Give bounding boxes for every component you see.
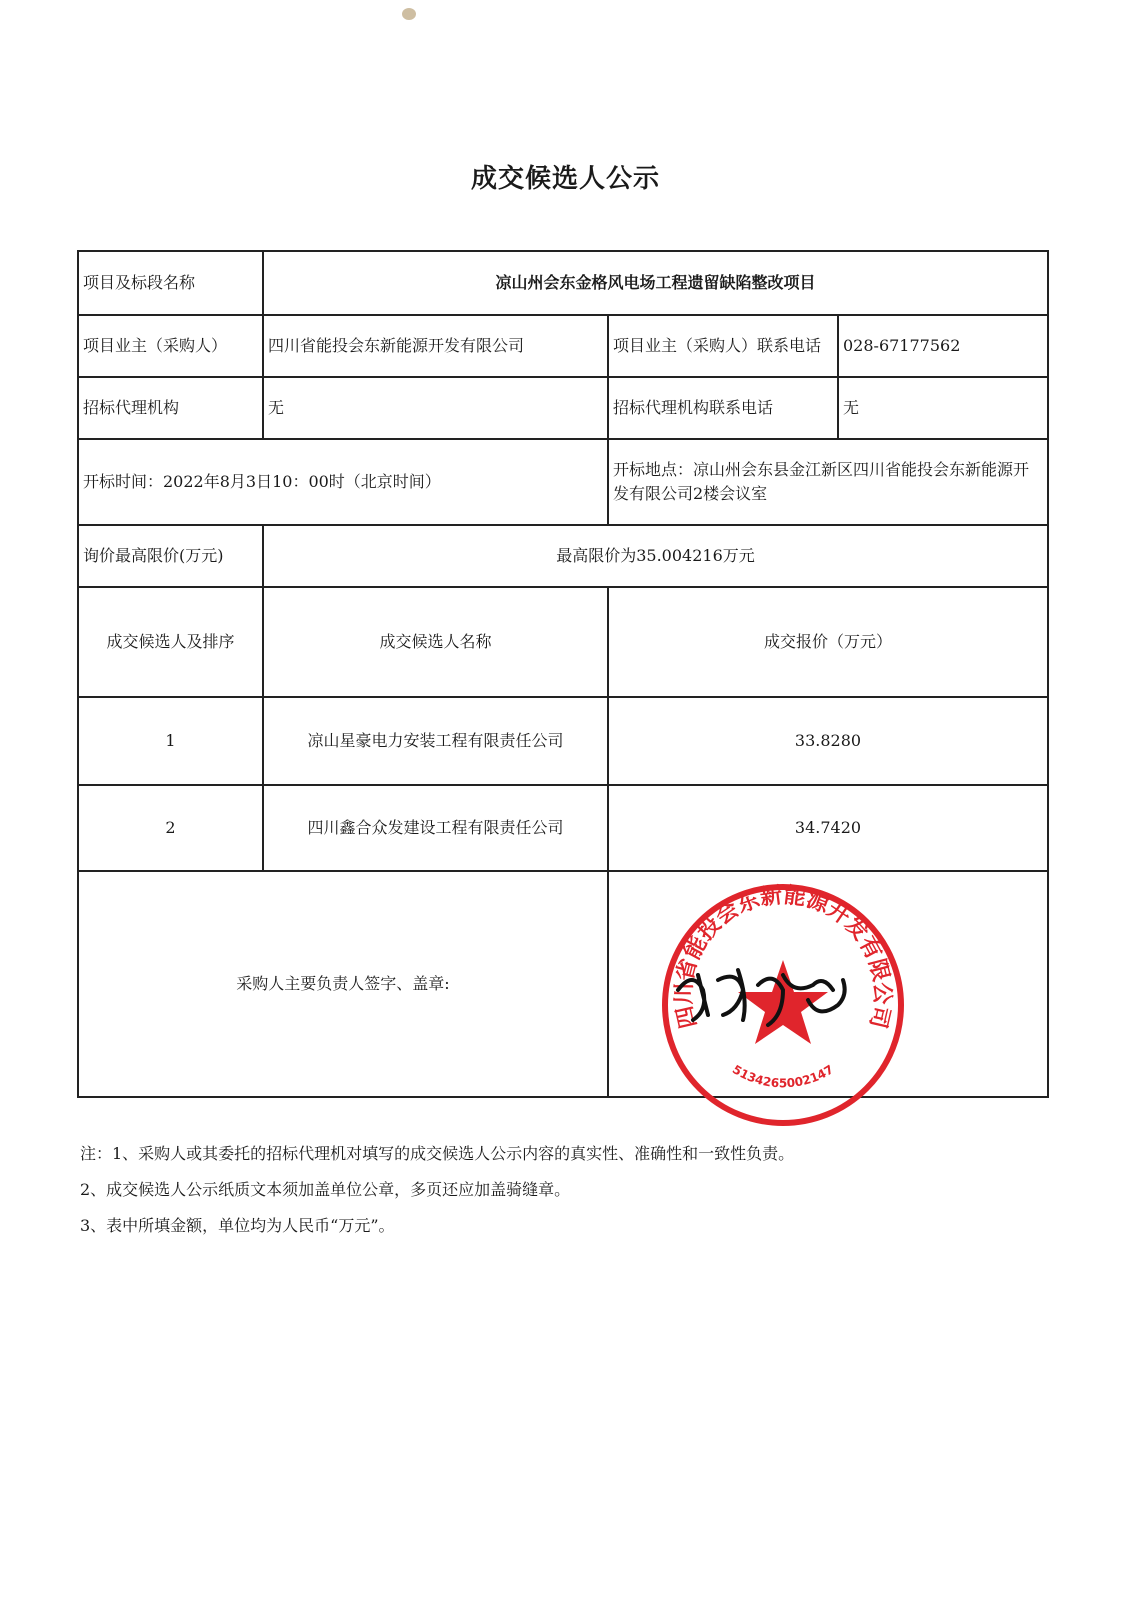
project-name-label: 项目及标段名称 <box>78 251 263 315</box>
page-title: 成交候选人公示 <box>470 164 660 194</box>
row-agency <box>78 377 1048 439</box>
table-row <box>78 697 1048 785</box>
agency-value: 无 <box>263 377 608 439</box>
company-seal <box>658 880 908 1130</box>
note-item: 3、表中所填金额，单位均为人民币“万元”。 <box>80 1216 395 1235</box>
candidates-header-row <box>78 587 1048 697</box>
header-name: 成交候选人名称 <box>263 587 608 697</box>
owner-phone-label: 项目业主（采购人）联系电话 <box>608 315 838 377</box>
candidate-name: 四川鑫合众发建设工程有限责任公司 <box>263 785 608 871</box>
candidate-price: 33.8280 <box>608 697 1048 785</box>
project-name-value: 凉山州会东金格风电场工程遗留缺陷整改项目 <box>263 251 1048 315</box>
open-time: 开标时间：2022年8月3日10：00时（北京时间） <box>78 439 608 525</box>
note-item: 注：1、采购人或其委托的招标代理机对填写的成交候选人公示内容的真实性、准确性和一致性负责。 <box>80 1144 795 1163</box>
row-project-name <box>78 251 1048 315</box>
max-price-value: 最高限价为35.004216万元 <box>263 525 1048 587</box>
agency-phone-label: 招标代理机构联系电话 <box>608 377 838 439</box>
header-rank: 成交候选人及排序 <box>78 587 263 697</box>
agency-phone-value: 无 <box>838 377 1048 439</box>
owner-phone-value: 028-67177562 <box>838 315 1048 377</box>
candidate-rank: 2 <box>78 785 263 871</box>
header-price: 成交报价（万元） <box>608 587 1048 697</box>
row-opening <box>78 439 1048 525</box>
owner-value: 四川省能投会东新能源开发有限公司 <box>263 315 608 377</box>
candidate-price: 34.7420 <box>608 785 1048 871</box>
agency-label: 招标代理机构 <box>78 377 263 439</box>
note-item: 2、成交候选人公示纸质文本须加盖单位公章，多页还应加盖骑缝章。 <box>80 1180 571 1199</box>
candidate-rank: 1 <box>78 697 263 785</box>
row-max-price <box>78 525 1048 587</box>
notes <box>80 1142 1050 1250</box>
seal-text: 四川省能投会东新能源开发有限公司 <box>671 883 895 1031</box>
max-price-label: 询价最高限价(万元) <box>78 525 263 587</box>
seal-number: 5134265002147 <box>730 1062 836 1091</box>
candidate-name: 凉山星豪电力安装工程有限责任公司 <box>263 697 608 785</box>
table-row <box>78 785 1048 871</box>
row-owner <box>78 315 1048 377</box>
scan-smudge <box>402 8 416 20</box>
open-place: 开标地点：凉山州会东县金江新区四川省能投会东新能源开发有限公司2楼会议室 <box>608 439 1048 525</box>
signature-label: 采购人主要负责人签字、盖章: <box>78 871 608 1097</box>
owner-label: 项目业主（采购人） <box>78 315 263 377</box>
